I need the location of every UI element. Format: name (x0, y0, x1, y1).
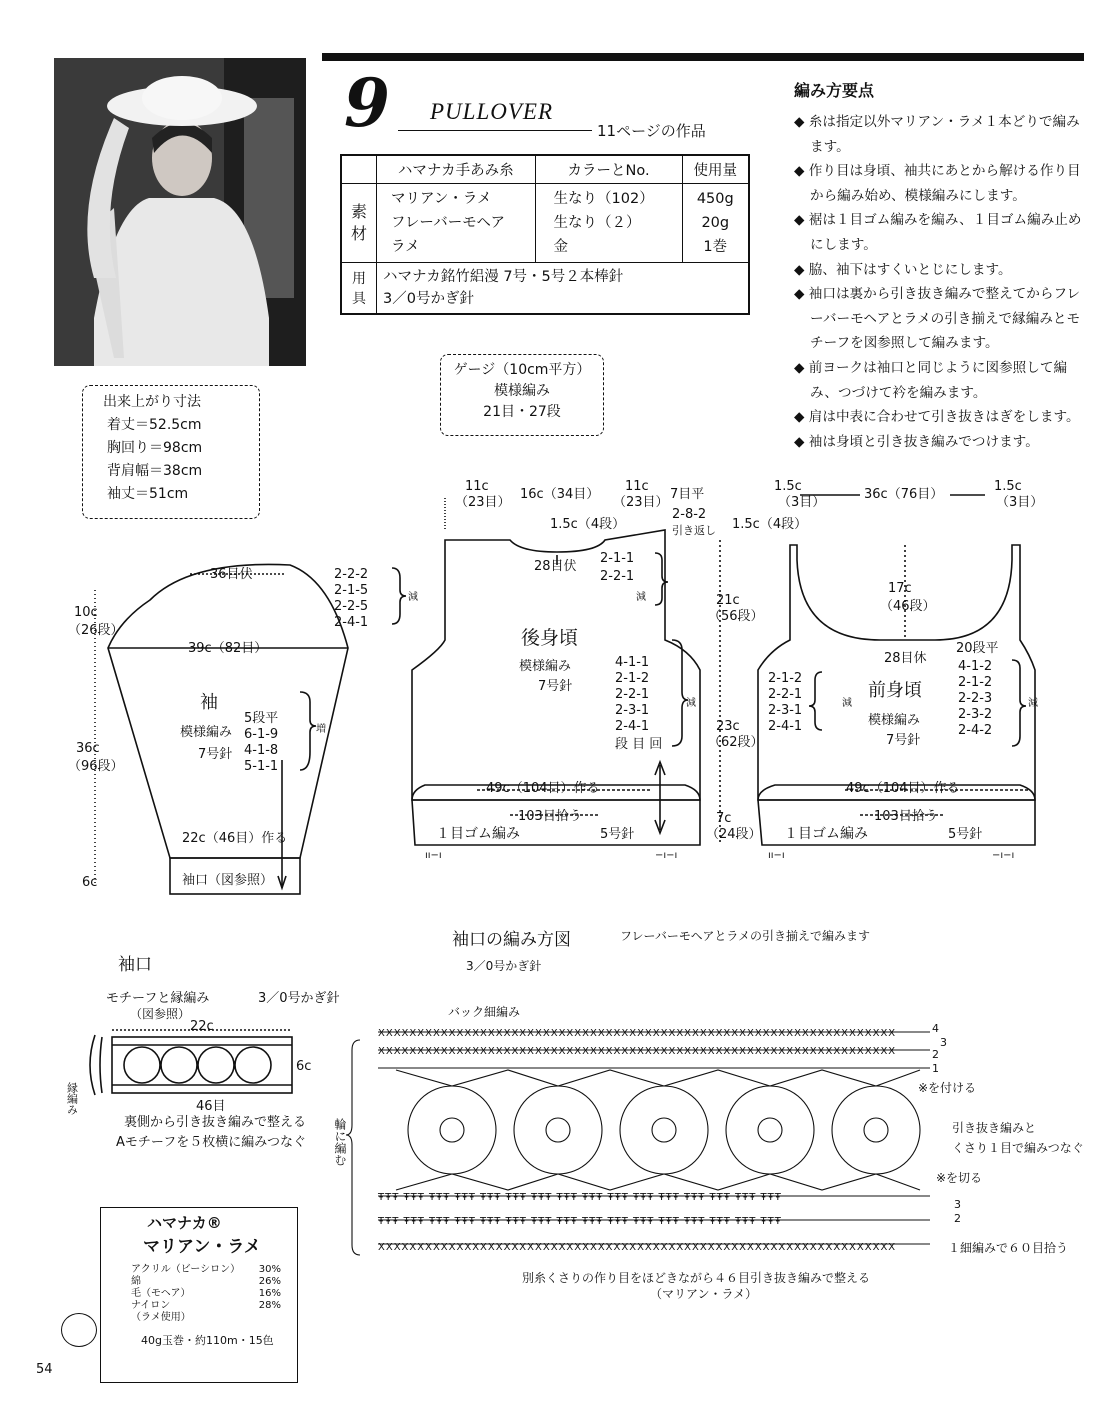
inc-1: 5段平 (244, 711, 279, 726)
cuff-small-hook: 3／0号かぎ針 (258, 991, 340, 1006)
front-right-dec-1: 4-1-2 (958, 659, 993, 674)
note-item: ◆ 袖は身頃と引き抜き編みでつけます。 (794, 433, 1039, 450)
svg-text:ŦŦŦ ŦŦŦ ŦŦŦ ŦŦŦ ŦŦŦ ŦŦŦ: ŦŦŦ ŦŦŦ ŦŦŦ ŦŦŦ ŦŦŦ ŦŦŦ ŦŦŦ ŦŦŦ ŦŦŦ ŦŦŦ ŦŦŦ ŦŦŦ ŦŦŦ ŦŦŦ ŦŦŦ ŦŦŦ (378, 1192, 782, 1203)
front-left-dec-1: 2-1-2 (768, 671, 803, 686)
cuff-back-sc: バック細編み (448, 1005, 521, 1019)
gauge-title: ゲージ（10cm平方） (453, 362, 591, 378)
back-neck-dec-label: 減 (636, 592, 646, 603)
col-yarn: ハマナカ手あみ糸 (377, 155, 536, 184)
front-top-r1: 1.5c (994, 479, 1022, 494)
inc-3: 4-1-8 (244, 743, 279, 758)
cuff-small-ref: （図参照） (130, 1007, 191, 1021)
svg-text:XXXXXXXXXXXXXXXXXXXXXXXXXXXXXX: XXXXXXXXXXXXXXXXXXXXXXXXXXXXXXXXXXXXXXXXXXXXXXXXXXXXXXXXXXXXXXXXXX (378, 1046, 897, 1057)
front-top-r2: （3目） (996, 495, 1044, 510)
sleeve-cap-rows: （26段） (68, 623, 124, 638)
back-rib: １目ゴム編み (436, 826, 520, 842)
size-chest: 胸回り＝98cm (107, 440, 203, 456)
front-needle: 7号針 (886, 733, 921, 748)
pattern-number: 9 (344, 64, 390, 142)
back-legend: 段 目 回 (615, 737, 663, 752)
yarn-ball-icon (61, 1313, 97, 1347)
cuff-small-width: 22c (190, 1019, 214, 1034)
back-neck-bo: 28目伏 (534, 559, 577, 574)
sleeve-outline (108, 564, 348, 858)
gauge-value: 21目・27段 (483, 404, 561, 420)
front-top-m: 36c（76目） (864, 487, 944, 502)
yarn-2: フレーバーモヘア (391, 215, 505, 231)
size-shoulder: 背肩幅＝38cm (107, 463, 203, 479)
front-right-dec-5: 2-4-2 (958, 723, 993, 738)
back-body-h-rows: （62段） (708, 735, 764, 750)
back-arm-5: 2-4-1 (615, 719, 650, 734)
back-start: 49c（104目）作る (486, 781, 600, 796)
svg-text:縁編み: 縁編み (65, 1082, 79, 1115)
back-arm-1: 4-1-1 (615, 655, 650, 670)
amount-3: 1巻 (703, 239, 728, 255)
back-rib-mark-l: ıı−ı (425, 850, 442, 861)
front-left-dec-4: 2-4-1 (768, 719, 803, 734)
front-rib-needle: 5号針 (948, 827, 983, 842)
color-3: 金 (553, 239, 569, 255)
back-needle: 7号針 (538, 679, 573, 694)
back-top-m: 16c（34目） (520, 487, 600, 502)
back-arm-h-rows: （56段） (708, 609, 764, 624)
col-amount: 使用量 (682, 155, 749, 184)
cuff-attach: ※を付ける (918, 1081, 977, 1095)
front-rib-mark-l: ıı−ı (768, 850, 785, 861)
cuff-bottom-1: 別糸くさりの作り目をほどきながら４６目引き抜き編みで整える (522, 1271, 871, 1285)
front-neck-d: 17c (888, 581, 912, 596)
note-item: ◆ 袖口は裏から引き抜き編みで整えてからフレーバーモヘアとラメの引き揃えで縁編みとモチーフを図参照して編みます。 (794, 286, 1081, 352)
back-pattern: 模様編み (519, 659, 572, 674)
back-arm-2: 2-1-2 (615, 671, 650, 686)
inc-label: 増 (316, 724, 326, 735)
work-reference: 11ページの作品 (597, 122, 706, 140)
svg-text:XXXXXXXXXXXXXXXXXXXXXXXXXXXXXX: XXXXXXXXXXXXXXXXXXXXXXXXXXXXXXXXXXXXXXXXXXXXXXXXXXXXXXXXXXXXXXXXXX (378, 1028, 897, 1039)
back-top-r2: （23目） (613, 495, 669, 510)
front-pickup: 103目拾う (874, 809, 938, 824)
stitch-symbols (377, 1028, 896, 1253)
yarn-3: ラメ (391, 239, 420, 255)
amount-2: 20g (701, 215, 730, 231)
back-neck-h: 1.5c（4段） (550, 517, 626, 532)
tools-line-1: ハマナカ銘竹絽漫 7号・5号２本棒針 (383, 269, 624, 285)
cap-dec-4: 2-4-1 (334, 615, 369, 630)
front-rib-mark-r: −ı−ı (992, 850, 1015, 861)
sizes-title: 出来上がり寸法 (103, 394, 201, 410)
cuff-round-label (333, 1117, 347, 1166)
front-pattern: 模様編み (868, 713, 921, 728)
sleeve-cap-h: 10c (74, 605, 98, 620)
note-item: ◆ 脇、袖下はすくいとじにします。 (794, 261, 1012, 278)
cuff-small-edge (66, 1082, 79, 1115)
cuff-diagram-note: フレーバーモヘアとラメの引き揃えで編みます (620, 929, 870, 943)
tools-label: 用具 (341, 263, 377, 315)
label-pack: 40g玉巻・約110m・15色 (141, 1334, 274, 1347)
back-arm-4: 2-3-1 (615, 703, 650, 718)
front-top-l2: （3目） (778, 495, 826, 510)
cuff-row-4: 4 (932, 1022, 939, 1035)
cuff-row-b3: 3 (954, 1198, 961, 1211)
front-right-dec-label: 減 (1028, 698, 1038, 709)
sleeve-start: 22c（46目）作る (182, 831, 288, 846)
back-arm-3: 2-2-1 (615, 687, 650, 702)
front-left-dec-2: 2-2-1 (768, 687, 803, 702)
front-neck-rest: 28目休 (884, 651, 927, 666)
tools-line-2: 3／0号かぎ針 (383, 291, 474, 307)
notes-title: 編み方要点 (794, 81, 875, 100)
back-top-l1: 11c (465, 479, 489, 494)
back-top-r1: 11c (625, 479, 649, 494)
pattern-title: PULLOVER (430, 99, 553, 124)
inc-2: 6-1-9 (244, 727, 279, 742)
front-right-dec-4: 2-3-2 (958, 707, 993, 722)
cap-dec-2: 2-1-5 (334, 583, 369, 598)
sleeve-len: 36c (76, 741, 100, 756)
note-item: ◆ 前ヨークは袖口と同じように図参照して編み、つづけて衿を編みます。 (794, 359, 1068, 401)
note-item: ◆ 作り目は身頃、袖共にあとから解ける作り目から編み始め、模様編みにします。 (794, 163, 1081, 204)
front-right-dec-3: 2-2-3 (958, 691, 993, 706)
gauge-pattern: 模様編み (494, 383, 550, 399)
back-rib-needle: 5号針 (600, 827, 635, 842)
cuff-small-note-2: Aモチーフを５枚横に編みつなぐ (116, 1135, 306, 1150)
sleeve-needle: 7号針 (198, 747, 233, 762)
cuff-small-count: 46目 (196, 1099, 226, 1114)
size-sleeve: 袖丈＝51cm (107, 486, 189, 502)
cuff-row-3: 3 (940, 1036, 947, 1049)
front-rib: １目ゴム編み (784, 826, 868, 842)
amount-1: 450g (696, 191, 734, 207)
label-brand: ハマナカ® (147, 1214, 222, 1232)
back-rib-h: 7c (716, 811, 732, 826)
cap-dec-label: 減 (408, 592, 418, 603)
color-1: 生なり（102） (553, 191, 654, 207)
back-pickup: 103目拾う (518, 809, 582, 824)
back-neck-h-right: 1.5c（4段） (732, 517, 808, 532)
col-color: カラーとNo. (535, 155, 682, 184)
back-neck-dec-1: 2-1-1 (600, 551, 635, 566)
inc-4: 5-1-1 (244, 759, 279, 774)
back-shoulder: 7目平 (670, 487, 705, 502)
cuff-pickup: １細編みで６０目拾う (948, 1241, 1069, 1255)
color-2: 生なり（２） (553, 215, 641, 231)
cuff-join-1: 引き抜き編みと (952, 1121, 1037, 1135)
front-neck-d-rows: （46段） (880, 599, 936, 614)
note-item: ◆ 裾は１目ゴム編みを編み、１目ゴム編み止めにします。 (794, 212, 1082, 253)
front-start: 49c（104目）作る (846, 781, 960, 796)
sleeve-top: 36目伏 (210, 567, 253, 582)
front-top-l1: 1.5c (774, 479, 802, 494)
cuff-small-height: 6c (296, 1059, 312, 1074)
back-name: 後身頃 (521, 627, 579, 649)
cuff-row-2: 2 (932, 1048, 939, 1061)
label-product: マリアン・ラメ (143, 1237, 261, 1257)
cuff-bottom-2: （マリアン・ラメ） (650, 1287, 758, 1301)
cuff-small-note-1: 裏側から引き抜き編みで整える (124, 1115, 307, 1130)
row-label: 素材 (341, 184, 377, 263)
svg-text:ŦŦŦ ŦŦŦ ŦŦŦ ŦŦŦ ŦŦŦ ŦŦŦ: ŦŦŦ ŦŦŦ ŦŦŦ ŦŦŦ ŦŦŦ ŦŦŦ ŦŦŦ ŦŦŦ ŦŦŦ ŦŦŦ ŦŦŦ ŦŦŦ ŦŦŦ ŦŦŦ ŦŦŦ ŦŦŦ (378, 1216, 782, 1227)
yarn-1: マリアン・ラメ (391, 191, 492, 207)
cuff-row-1: 1 (932, 1062, 939, 1075)
cuff-row-b2: 2 (954, 1212, 961, 1225)
front-left-dec-label: 減 (842, 698, 852, 709)
cuff-small-subtitle: モチーフと縁編み (106, 991, 210, 1006)
back-arm-h: 21c (716, 593, 740, 608)
front-rows-flat: 20段平 (956, 641, 999, 656)
front-right-dec-2: 2-1-2 (958, 675, 993, 690)
cap-dec-3: 2-2-5 (334, 599, 369, 614)
back-arm-dec-label: 減 (686, 698, 696, 709)
back-shoulder-rows: 2-8-2 (672, 507, 707, 522)
back-rib-mark-r: −ı−ı (655, 850, 678, 861)
svg-text:XXXXXXXXXXXXXXXXXXXXXXXXXXXXXX: XXXXXXXXXXXXXXXXXXXXXXXXXXXXXXXXXXXXXXXXXXXXXXXXXXXXXXXXXXXXXXXXXX (378, 1242, 897, 1253)
note-item: ◆ 糸は指定以外マリアン・ラメ１本どりで編みます。 (794, 114, 1080, 155)
front-name: 前身頃 (868, 680, 922, 701)
cuff-diagram-title: 袖口の編み方図 (452, 930, 571, 950)
sleeve-len-rows: （96段） (68, 759, 124, 774)
back-rib-h-rows: （24段） (706, 827, 762, 842)
page-number: 54 (36, 1362, 53, 1377)
label-composition: アクリル（ビーシロン） 30% 綿 26% 毛（モヘア） 16% ナイロン 28% （ラメ使用） (131, 1264, 281, 1323)
yarn-label (100, 1207, 298, 1383)
front-left-dec-3: 2-3-1 (768, 703, 803, 718)
note-item: ◆ 肩は中表に合わせて引き抜きはぎをします。 (794, 409, 1080, 426)
cap-dec-1: 2-2-2 (334, 567, 369, 582)
size-length: 着丈＝52.5cm (107, 417, 202, 433)
svg-text:輪に編む: 輪に編む (333, 1118, 347, 1166)
sleeve-cuff-label: 袖口（図参照） (182, 873, 274, 888)
cuff-join-2: くさり１目で編みつなぐ (952, 1141, 1084, 1155)
sleeve-pattern: 模様編み (180, 725, 233, 740)
back-neck-dec-2: 2-2-1 (600, 569, 635, 584)
sleeve-name: 袖 (200, 692, 218, 713)
back-body-h: 23c (716, 719, 740, 734)
back-top-l2: （23目） (455, 495, 511, 510)
cuff-small-title: 袖口 (118, 955, 152, 975)
sleeve-cuff-h: 6c (82, 875, 98, 890)
cuff-diagram-hook: 3／0号かぎ針 (466, 959, 542, 973)
back-turn: 引き返し (672, 524, 716, 537)
cuff-cut: ※を切る (936, 1171, 983, 1185)
sleeve-width: 39c（82目） (188, 641, 268, 656)
